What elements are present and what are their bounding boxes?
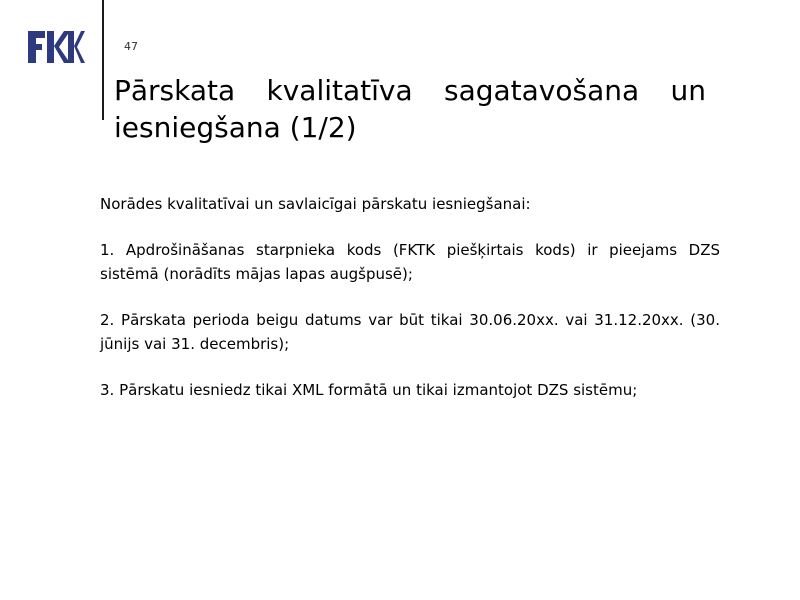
intro-paragraph: Norādes kvalitatīvai un savlaicīgai pārskatu iesniegšanai: [100, 195, 531, 213]
slide-title: Pārskata kvalitatīva sagatavošana un iesniegšana (1/2) [114, 74, 706, 144]
list-item: 1. Apdrošināšanas starpnieka kods (FKTK piešķirtais kods) ir pieejams DZS sistēmā (norādīts mājas lapas augšpusē); [100, 241, 720, 283]
slide-number: 47 [124, 40, 138, 53]
slide-content [100, 192, 720, 424]
header-divider-line [102, 0, 104, 120]
fkk-logo [26, 28, 86, 66]
list-item: 3. Pārskatu iesniedz tikai XML formātā un tikai izmantojot DZS sistēmu; [100, 381, 638, 399]
list-item: 2. Pārskata perioda beigu datums var būt tikai 30.06.20xx. vai 31.12.20xx. (30. jūnijs vai 31. decembris); [100, 311, 720, 353]
